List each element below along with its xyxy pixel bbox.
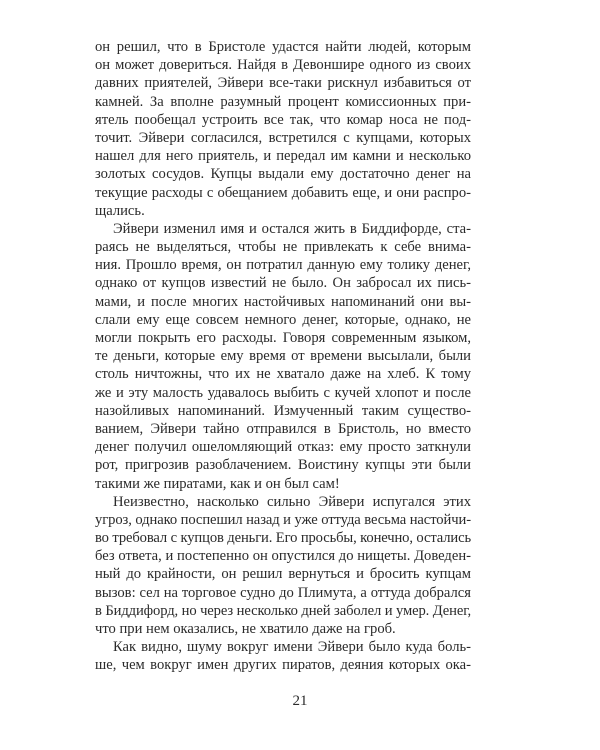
text-line: же и эту малость удавалось выбить с кучей хлопот и после [95,384,471,401]
text-line: раясь не выделяться, чтобы не привлекать к себе внима- [95,239,471,256]
text-line: столь ничтожны, что их не хватало даже на хлеб. К тому [95,366,471,383]
text-line: слали ему еще совсем немного денег, которые, однако, не [95,311,471,328]
text-line: могли покрыть его расходы. Говоря современным языком, [95,330,471,346]
text-line: такими же пиратами, как и он был сам! [95,475,340,492]
text-line: Эйвери изменил имя и остался жить в Биддифорде, ста- [113,220,471,237]
text-line: камней. За вполне разумный процент комиссионных при- [95,93,471,110]
text-line: ный до крайности, он решил вернуться и бросить купцам [95,566,471,583]
text-line: нашел для него приятель, и передал им камни и несколько [95,148,471,165]
text-line: он решил, что в Бристоле удастся найти людей, которым [95,39,471,55]
text-line: во требовал с купцов деньги. Его просьбы, конечно, остались [95,530,471,547]
text-line: без ответа, и постепенно он опустился до нищеты. Доведен- [95,548,471,565]
paragraph [95,220,471,493]
text-line: ванием, Эйвери тайно отправился в Бристоль, но вместо [95,420,471,437]
paragraph [95,493,471,639]
text-line: щались. [95,202,145,219]
page-body-text [95,38,471,675]
text-line: давних приятелей, Эйвери все-таки рискнул избавиться от [95,75,471,92]
text-line: ния. Прошло время, он потратил данную ему толику денег, [95,257,471,274]
text-line: Неизвестно, насколько сильно Эйвери испугался этих [113,493,471,510]
text-line: в Биддифорд, но через несколько дней заболел и умер. Денег, [95,602,471,619]
paragraph [95,638,471,674]
text-line: Как видно, шуму вокруг имени Эйвери было куда боль- [113,639,471,656]
text-line: вызов: сел на торговое судно до Плимута, а оттуда добрался [95,584,471,601]
text-line: что при нем оказались, не хватило даже на гроб. [95,621,396,637]
text-line: денег получил ошеломляющий отказ: ему просто заткнули [95,439,471,456]
text-line: мами, и после многих настойчивых напоминаний они вы- [95,293,471,310]
page-number: 21 [292,693,308,709]
text-line: он может довериться. Найдя в Девоншире одного из своих [95,57,471,74]
text-line: текущие расходы с обещанием добавить еще, и они распро- [95,184,471,201]
text-line: назойливых напоминаний. Измученный таким существо- [95,402,471,419]
paragraph [95,38,471,220]
text-line: золотых сосудов. Купцы выдали ему достаточно денег на [95,166,471,183]
text-line: однако от купцов известий не было. Он забросал их пись- [95,275,471,292]
text-line: те деньги, которые ему время от времени высылали, были [95,348,471,365]
text-line: точит. Эйвери согласился, встретился с купцами, которых [95,129,471,146]
text-line: угроз, однако поспешил назад и уже оттуда весьма настойчи- [95,511,471,528]
text-line: рот, пригрозив разоблачением. Воистину купцы эти были [95,457,471,474]
text-line: ше, чем вокруг имен других пиратов, деяния которых ока- [95,657,471,674]
text-line: ятель пообещал устроить все так, что комар носа не под- [95,111,471,128]
